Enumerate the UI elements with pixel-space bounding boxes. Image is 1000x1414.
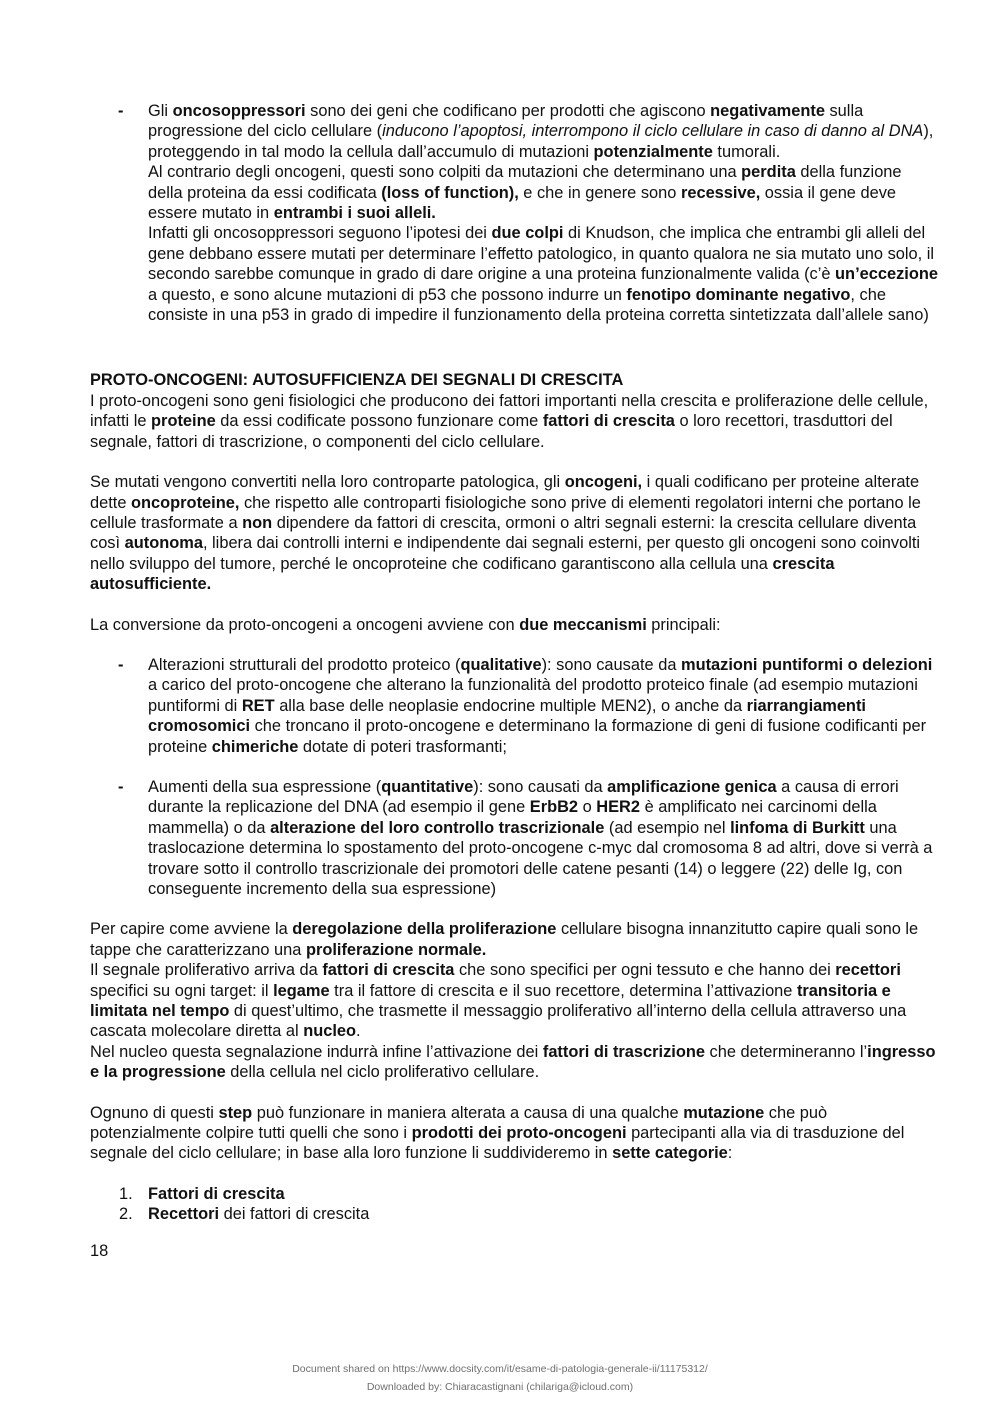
text-run: Alterazioni strutturali del prodotto proteico (: [148, 655, 461, 674]
bold-text: RET: [241, 696, 275, 715]
paragraph-deregolazione: [90, 919, 940, 1082]
text-run: tumorali.: [712, 142, 781, 161]
list-item-qualitative: [90, 655, 940, 757]
bold-text: quantitative: [381, 777, 474, 796]
bold-text: HER2: [596, 798, 641, 817]
footer-shared-link: Document shared on https://www.docsity.com/it/esame-di-patologia-generale-ii/11175312/: [292, 1363, 708, 1375]
text-run: :: [727, 1144, 733, 1163]
text-run: e che in genere sono: [518, 183, 681, 202]
bold-text: prodotti dei proto-oncogeni: [411, 1124, 627, 1143]
bold-text: due colpi: [491, 224, 564, 243]
list-number: 1.: [119, 1184, 133, 1203]
dash-bullet: -: [118, 777, 124, 796]
bold-text: mutazione: [683, 1103, 765, 1122]
text-run: che sono specifici per ogni tessuto e che hanno dei: [454, 961, 836, 980]
bold-text: autonoma: [124, 534, 203, 553]
text-run: Se mutati vengono convertiti nella loro controparte patologica, gli: [90, 473, 565, 492]
text-run: Aumenti della sua espressione (: [148, 777, 382, 796]
bullet-text-quantitative: [148, 777, 940, 899]
text-run: principali:: [646, 615, 721, 634]
text-run: Il segnale proliferativo arriva da: [90, 961, 323, 980]
paragraph-step: [90, 1103, 940, 1164]
text-run: dotate di poteri trasformanti;: [298, 737, 507, 756]
dash-bullet: -: [118, 102, 124, 120]
text-run: ossia il gene deve essere mutato in: [148, 183, 897, 223]
text-run: Ognuno di questi: [90, 1103, 219, 1122]
list-item-quantitative: [90, 777, 940, 899]
text-run: dei fattori di crescita: [219, 1205, 370, 1224]
bold-text: legame: [273, 981, 330, 1000]
bold-text: fattori di crescita: [322, 961, 455, 980]
bold-text: negativamente: [710, 102, 825, 120]
bold-text: Fattori di crescita: [148, 1184, 285, 1203]
section-title: PROTO-ONCOGENI: AUTOSUFFICIENZA DEI SEGNALI DI CRESCITA: [90, 371, 624, 390]
text-run: di quest’ultimo, che trasmette il messaggio proliferativo all’interno della cellula attraverso una cascata molecolare diretta al: [90, 1002, 907, 1041]
text-run: , libera dai controlli interni e indipendente dai segnali esterni, per questo gli oncogeni sono coinvolti nello sviluppo del tumore, perché le oncoproteine che codificano garantiscono alla cellula una: [90, 534, 921, 573]
bold-text: due meccanismi: [519, 615, 647, 634]
numbered-item-text: [148, 1184, 940, 1204]
text-run: cellulare bisogna innanzitutto capire quali sono le tappe che caratterizzano una: [90, 920, 919, 959]
bold-text: Recettori: [148, 1205, 220, 1224]
text-run: ), proteggendo in tal modo la cellula dall’accumulo di mutazioni: [148, 122, 934, 161]
paragraph-intro: [90, 391, 940, 452]
text-run: I proto-oncogeni sono geni fisiologici che producono dei fattori importanti nella crescita e proliferazione delle cellule, infatti le: [90, 391, 929, 431]
text-run: Per capire come avviene la: [90, 920, 293, 939]
list-number: 2.: [119, 1205, 133, 1224]
paragraph-mutati: [90, 472, 940, 594]
dash-bullet: -: [118, 655, 124, 674]
bold-text: crescita autosufficiente.: [90, 554, 835, 594]
numbered-item-text: [148, 1204, 940, 1224]
bold-text: proliferazione normale.: [305, 940, 487, 959]
bold-text: un’eccezione: [835, 265, 938, 284]
bold-text: ingresso e la progressione: [90, 1042, 936, 1082]
text-run: ): sono causate da: [541, 655, 681, 674]
text-run: .: [356, 1022, 361, 1041]
text-run: Nel nucleo questa segnalazione indurrà infine l’attivazione dei: [90, 1042, 543, 1061]
text-run: La conversione da proto-oncogeni a oncogeni avviene con: [90, 615, 520, 634]
text-run: che troncano il proto-oncogene e determinano la formazione di geni di fusione codificanti per proteine: [148, 717, 927, 756]
bold-text: non: [242, 513, 273, 532]
text-run: da essi codificate possono funzionare come: [215, 412, 543, 431]
bold-text: fenotipo dominante negativo: [626, 285, 851, 304]
text-run: della cellula nel ciclo proliferativo cellulare.: [225, 1063, 540, 1082]
bullet-text-oncosoppressori: [148, 101, 940, 325]
text-run: , che consiste in una p53 in grado di impedire il funzionamento della proteina corretta sintetizzata dall’allele sano): [148, 285, 929, 325]
text-run: a carico del proto-oncogene che alterano la funzionalità del prodotto proteico finale (ad esempio mutazioni puntiformi di: [148, 676, 918, 715]
text-run: della funzione della proteina da essi codificata: [148, 163, 902, 202]
text-run: sono dei geni che codificano per prodotti che agiscono: [305, 102, 711, 120]
text-run: una traslocazione determina lo spostamento del proto-oncogene c-myc dal cromosoma 8 ad altri, dove si verrà a trovare sotto il controllo trascrizionale dei promotori delle catene pesanti (14) o leggere (22) delle Ig, con conseguente incremento della sua espressione): [148, 818, 933, 898]
bold-text: qualitative: [460, 655, 542, 674]
bold-text: (loss of function),: [381, 183, 519, 202]
text-run: specifici su ogni target: il: [90, 981, 274, 1000]
bold-text: sette categorie: [612, 1144, 728, 1163]
bold-text: entrambi i suoi alleli.: [273, 204, 436, 223]
page-number: 18: [90, 1242, 109, 1260]
bold-text: step: [218, 1103, 253, 1122]
bold-text: mutazioni puntiformi o delezioni: [681, 655, 933, 674]
text-run: Gli: [148, 102, 173, 120]
bold-text: recessive,: [680, 183, 761, 202]
text-run: o loro recettori, trasduttori del segnale, fattori di trascrizione, o componenti del ciclo cellulare.: [90, 412, 893, 451]
text-run: che determineranno l’: [704, 1042, 868, 1061]
bold-text: potenzialmente: [593, 142, 713, 161]
bold-text: oncogeni,: [564, 473, 643, 492]
bold-text: fattori di crescita: [542, 412, 675, 431]
bold-text: oncosoppressori: [172, 102, 306, 120]
bold-text: ErbB2: [529, 798, 579, 817]
text-run: ): sono causati da: [473, 777, 608, 796]
bold-text: proteine: [151, 412, 216, 431]
bold-text: nucleo: [303, 1022, 357, 1041]
bold-text: riarrangiamenti cromosomici: [148, 696, 866, 736]
text-run: o: [578, 798, 597, 817]
bold-text: perdita: [741, 163, 796, 182]
bullet-text-qualitative: [148, 655, 940, 757]
paragraph-conversione: [90, 615, 940, 635]
bold-text: alterazione del loro controllo trascrizionale: [270, 818, 605, 837]
text-run: di Knudson, che implica che entrambi gli alleli del gene debbano essere mutati per determinare l’effetto patologico, in quanto qualora ne sia mutato uno solo, il secondo sarebbe comunque in grado di dare origine a una proteina funzionalmente valida (c’è: [148, 224, 935, 284]
text-run: è amplificato nei carcinomi della mammella) o da: [148, 798, 877, 837]
bold-text: chimeriche: [211, 737, 299, 756]
text-run: a questo, e sono alcune mutazioni di p53 che possono indurre un: [148, 285, 627, 304]
text-run: dipendere da fattori di crescita, ormoni o altri segnali esterni: la crescita cellulare diventa così: [90, 513, 917, 553]
page-content: [90, 101, 940, 1225]
text-run: tra il fattore di crescita e il suo recettore, determina l’attivazione: [329, 981, 797, 1000]
text-run: partecipanti alla via di trasduzione del segnale del ciclo cellulare; in base alla loro funzione li suddivideremo in: [90, 1124, 905, 1163]
list-item-oncosoppressori: [90, 101, 940, 325]
bold-text: fattori di trascrizione: [542, 1042, 705, 1061]
text-run: a causa di errori durante la replicazione del DNA (ad esempio il gene: [148, 777, 899, 817]
footer-downloaded-by: Downloaded by: Chiaracastignani (chilariga@icloud.com): [366, 1381, 634, 1393]
text-run: Al contrario degli oncogeni, questi sono colpiti da mutazioni che determinano una: [148, 163, 742, 182]
bold-text: transitoria e limitata nel tempo: [90, 981, 891, 1021]
italic-text: inducono l’apoptosi, interrompono il ciclo cellulare in caso di danno al DNA: [382, 122, 924, 141]
text-run: può funzionare in maniera alterata a causa di una qualche: [252, 1103, 684, 1122]
text-run: alla base delle neoplasie endocrine multiple MEN2), o anche da: [274, 696, 747, 715]
bold-text: oncoproteine,: [131, 493, 240, 512]
numbered-item-2: [90, 1204, 940, 1224]
text-run: (ad esempio nel: [604, 818, 731, 837]
bold-text: recettori: [835, 961, 901, 980]
bold-text: linfoma di Burkitt: [730, 818, 865, 837]
text-run: sulla progressione del ciclo cellulare (: [148, 102, 864, 141]
text-run: Infatti gli oncosoppressori seguono l’ipotesi dei: [148, 224, 492, 243]
text-run: che può potenzialmente colpire tutti quelli che sono i: [90, 1103, 828, 1143]
text-run: che rispetto alle controparti fisiologiche sono prive di elementi regolatori interni che portano le cellule trasformate a: [90, 493, 921, 532]
numbered-item-1: [90, 1184, 940, 1204]
bold-text: amplificazione genica: [607, 777, 777, 796]
bold-text: deregolazione della proliferazione: [292, 920, 557, 939]
text-run: i quali codificano per proteine alterate dette: [90, 473, 920, 512]
